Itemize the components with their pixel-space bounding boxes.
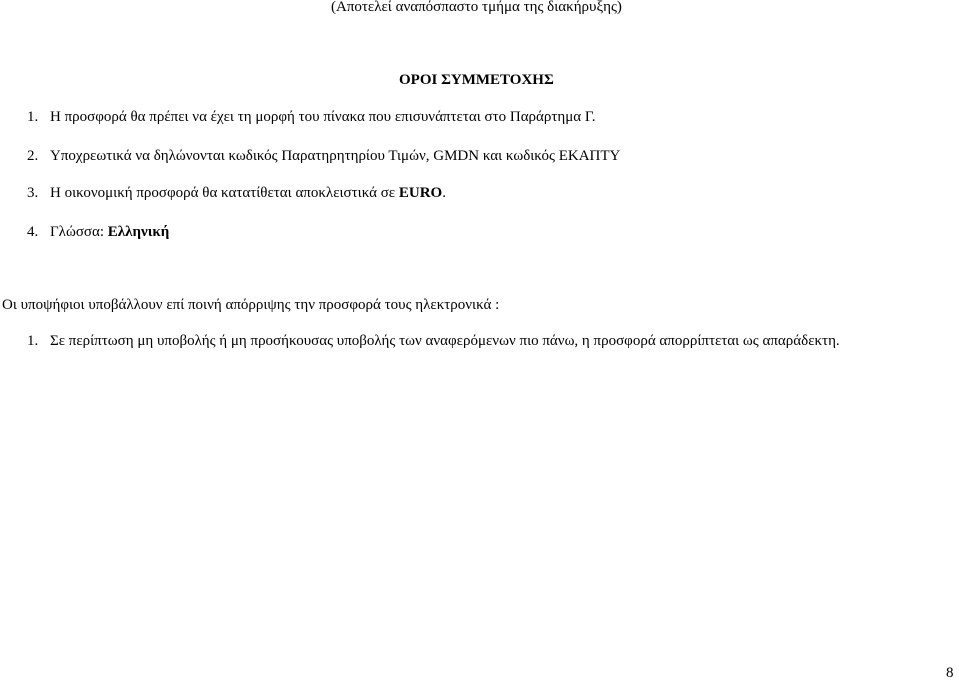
term-text: Η οικονομική προσφορά θα κατατίθεται αποκλειστικά σε [50,185,399,201]
currency-label: EURO [398,185,443,201]
page-number: 8 [946,665,954,681]
term-number: 3. [27,185,39,201]
term-number: 4. [27,224,39,240]
term-3 [27,184,446,202]
electronic-note: Οι υποψήφιοι υποβάλλουν επί ποινή απόρριψης την προσφορά τους ηλεκτρονικά : [2,297,500,313]
header-note: (Αποτελεί αναπόσπαστο τμήμα της διακήρυξης) [331,0,622,15]
term-text: Γλώσσα: [50,224,108,240]
term-4 [27,223,169,241]
term-number: 2. [27,148,39,164]
term-tail: . [442,185,446,201]
term-text: Η προσφορά θα πρέπει να έχει τη μορφή του πίνακα που επισυνάπτεται στο Παράρτημα Γ. [50,109,596,125]
rejection-clause [27,332,840,350]
clause-text: Σε περίπτωση μη υποβολής ή μη προσήκουσας υποβολής των αναφερόμενων πιο πάνω, η προσφορά απορρίπτεται ως απαράδεκτη. [50,333,840,349]
section-title: ΟΡΟΙ ΣΥΜΜΕΤΟΧΗΣ [399,72,554,88]
term-number: 1. [27,109,39,125]
term-1 [27,108,596,126]
clause-number: 1. [27,333,39,349]
term-text: Υποχρεωτικά να δηλώνονται κωδικός Παρατηρητηρίου Τιμών, GMDN και κωδικός ΕΚΑΠΤΥ [50,148,621,164]
term-2 [27,147,620,165]
language-label: Ελληνική [107,224,170,240]
